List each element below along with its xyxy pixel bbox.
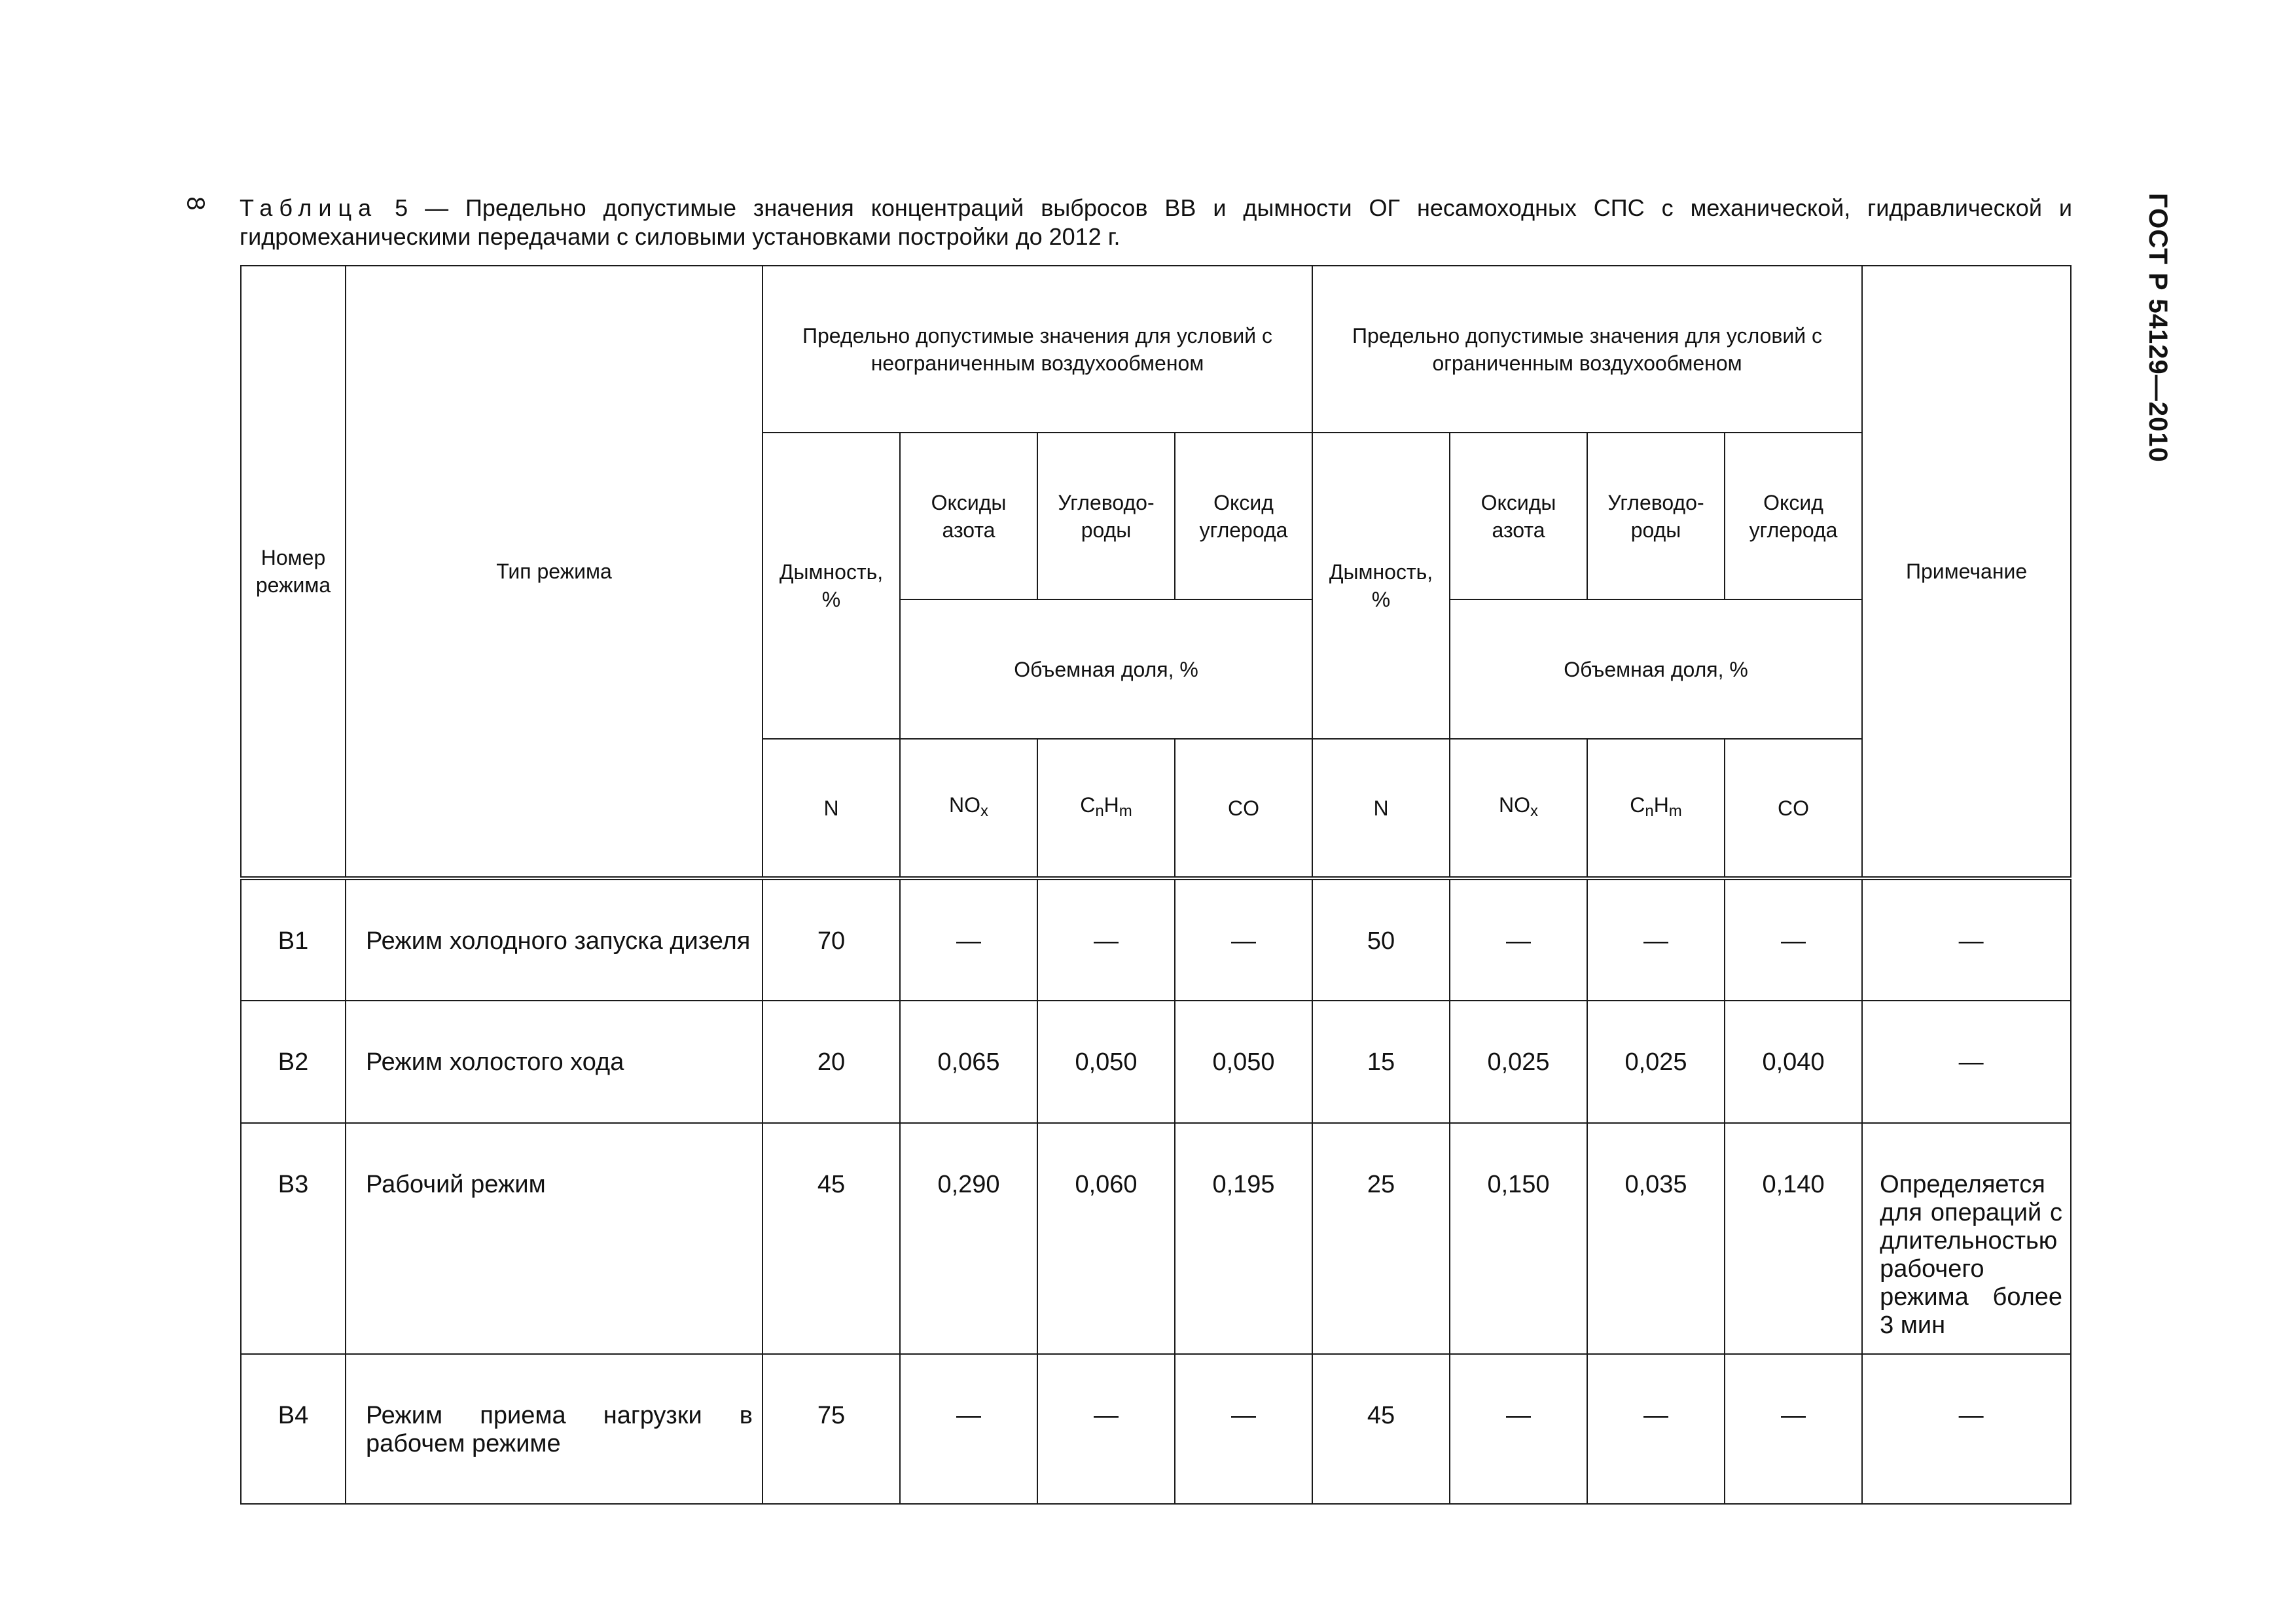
row-value: — bbox=[900, 878, 1037, 1001]
row-value: 25 bbox=[1312, 1123, 1450, 1354]
header-volume-fraction-unlimited: Объемная доля, % bbox=[900, 599, 1312, 739]
row-type: Рабочий режим bbox=[346, 1123, 762, 1354]
symbol-c-text: C bbox=[1080, 793, 1096, 817]
row-value: 50 bbox=[1312, 878, 1450, 1001]
row-value: 15 bbox=[1312, 1001, 1450, 1123]
row-value: 20 bbox=[762, 1001, 900, 1123]
table-caption bbox=[240, 194, 2072, 251]
symbol-cnhm-unlimited bbox=[1037, 739, 1175, 878]
row-value: 0,025 bbox=[1587, 1001, 1725, 1123]
row-value: — bbox=[1725, 878, 1862, 1001]
row-type: Режим холостого хода bbox=[346, 1001, 762, 1123]
header-smoke-unlimited: Дымность, % bbox=[762, 433, 900, 739]
row-value: 0,035 bbox=[1587, 1123, 1725, 1354]
symbol-h-subscript: m bbox=[1668, 802, 1682, 820]
symbol-h-text: H bbox=[1103, 793, 1119, 817]
standard-designation: ГОСТ Р 54129—2010 bbox=[2144, 193, 2172, 463]
header-hc-limited: Углеводо-роды bbox=[1587, 433, 1725, 599]
row-note: — bbox=[1862, 878, 2071, 1001]
table-row bbox=[241, 1001, 2071, 1123]
header-smoke-limited: Дымность, % bbox=[1312, 433, 1450, 739]
row-value: 0,050 bbox=[1037, 1001, 1175, 1123]
row-value: — bbox=[1587, 878, 1725, 1001]
header-nox-unlimited: Оксиды азота bbox=[900, 433, 1037, 599]
symbol-no-subscript: x bbox=[980, 802, 988, 820]
row-value: 0,150 bbox=[1450, 1123, 1587, 1354]
row-value: — bbox=[1450, 1354, 1587, 1504]
row-value: — bbox=[900, 1354, 1037, 1504]
header-hc-unlimited: Углеводо-роды bbox=[1037, 433, 1175, 599]
symbol-no-text: NO bbox=[1499, 793, 1531, 817]
row-note: Определяется для операций с длительностью рабочего режима более 3 мин bbox=[1862, 1123, 2071, 1354]
symbol-nox-unlimited bbox=[900, 739, 1037, 878]
header-group-limited: Предельно допустимые значения для условий с ограниченным воздухообменом bbox=[1312, 266, 1862, 433]
row-id: В2 bbox=[241, 1001, 346, 1123]
row-value: 0,025 bbox=[1450, 1001, 1587, 1123]
row-value: 45 bbox=[762, 1123, 900, 1354]
header-mode-number: Номер режима bbox=[241, 266, 346, 878]
symbol-cnhm-limited bbox=[1587, 739, 1725, 878]
symbol-co-unlimited: CO bbox=[1175, 739, 1312, 878]
row-value: 70 bbox=[762, 878, 900, 1001]
row-id: В4 bbox=[241, 1354, 346, 1504]
page-number: 8 bbox=[181, 196, 209, 211]
row-value: 0,195 bbox=[1175, 1123, 1312, 1354]
table-row bbox=[241, 1354, 2071, 1504]
row-value: 0,050 bbox=[1175, 1001, 1312, 1123]
row-id: В1 bbox=[241, 878, 346, 1001]
row-value: 0,040 bbox=[1725, 1001, 1862, 1123]
row-value: — bbox=[1175, 1354, 1312, 1504]
row-value: — bbox=[1037, 878, 1175, 1001]
symbol-c-subscript: n bbox=[1095, 802, 1104, 820]
symbol-nox-limited bbox=[1450, 739, 1587, 878]
row-value: — bbox=[1450, 878, 1587, 1001]
row-type: Режим приема нагрузки в рабочем режиме bbox=[346, 1354, 762, 1504]
row-value: 75 bbox=[762, 1354, 900, 1504]
emissions-table bbox=[240, 265, 2072, 1505]
caption-label: Таблица bbox=[240, 194, 378, 221]
row-value: — bbox=[1587, 1354, 1725, 1504]
symbol-n-unlimited: N bbox=[762, 739, 900, 878]
symbol-c-subscript: n bbox=[1645, 802, 1654, 820]
header-co-unlimited: Оксид углерода bbox=[1175, 433, 1312, 599]
header-group-unlimited: Предельно допустимые значения для условий с неограниченным воздухообменом bbox=[762, 266, 1312, 433]
symbol-h-subscript: m bbox=[1119, 802, 1132, 820]
symbol-no-subscript: x bbox=[1530, 802, 1539, 820]
table-row bbox=[241, 878, 2071, 1001]
row-value: 0,065 bbox=[900, 1001, 1037, 1123]
row-value: 0,140 bbox=[1725, 1123, 1862, 1354]
row-value: 45 bbox=[1312, 1354, 1450, 1504]
symbol-n-limited: N bbox=[1312, 739, 1450, 878]
row-type: Режим холодного запуска дизеля bbox=[346, 878, 762, 1001]
row-value: 0,290 bbox=[900, 1123, 1037, 1354]
row-value: 0,060 bbox=[1037, 1123, 1175, 1354]
table-row bbox=[241, 1123, 2071, 1354]
caption-text: 5 — Предельно допустимые значения концентраций выбросов ВВ и дымности ОГ несамоходных СПС с механической, гидравлической и гидромеханическими передачами с силовыми установками постройки до 2012 г. bbox=[240, 194, 2072, 250]
row-id: В3 bbox=[241, 1123, 346, 1354]
row-value: — bbox=[1037, 1354, 1175, 1504]
row-value: — bbox=[1175, 878, 1312, 1001]
header-note: Примечание bbox=[1862, 266, 2071, 878]
header-co-limited: Оксид углерода bbox=[1725, 433, 1862, 599]
symbol-co-limited: CO bbox=[1725, 739, 1862, 878]
row-value: — bbox=[1725, 1354, 1862, 1504]
header-volume-fraction-limited: Объемная доля, % bbox=[1450, 599, 1862, 739]
symbol-c-text: C bbox=[1630, 793, 1645, 817]
header-mode-type: Тип режима bbox=[346, 266, 762, 878]
symbol-no-text: NO bbox=[949, 793, 980, 817]
symbol-h-text: H bbox=[1653, 793, 1669, 817]
header-nox-limited: Оксиды азота bbox=[1450, 433, 1587, 599]
row-note: — bbox=[1862, 1001, 2071, 1123]
row-note: — bbox=[1862, 1354, 2071, 1504]
